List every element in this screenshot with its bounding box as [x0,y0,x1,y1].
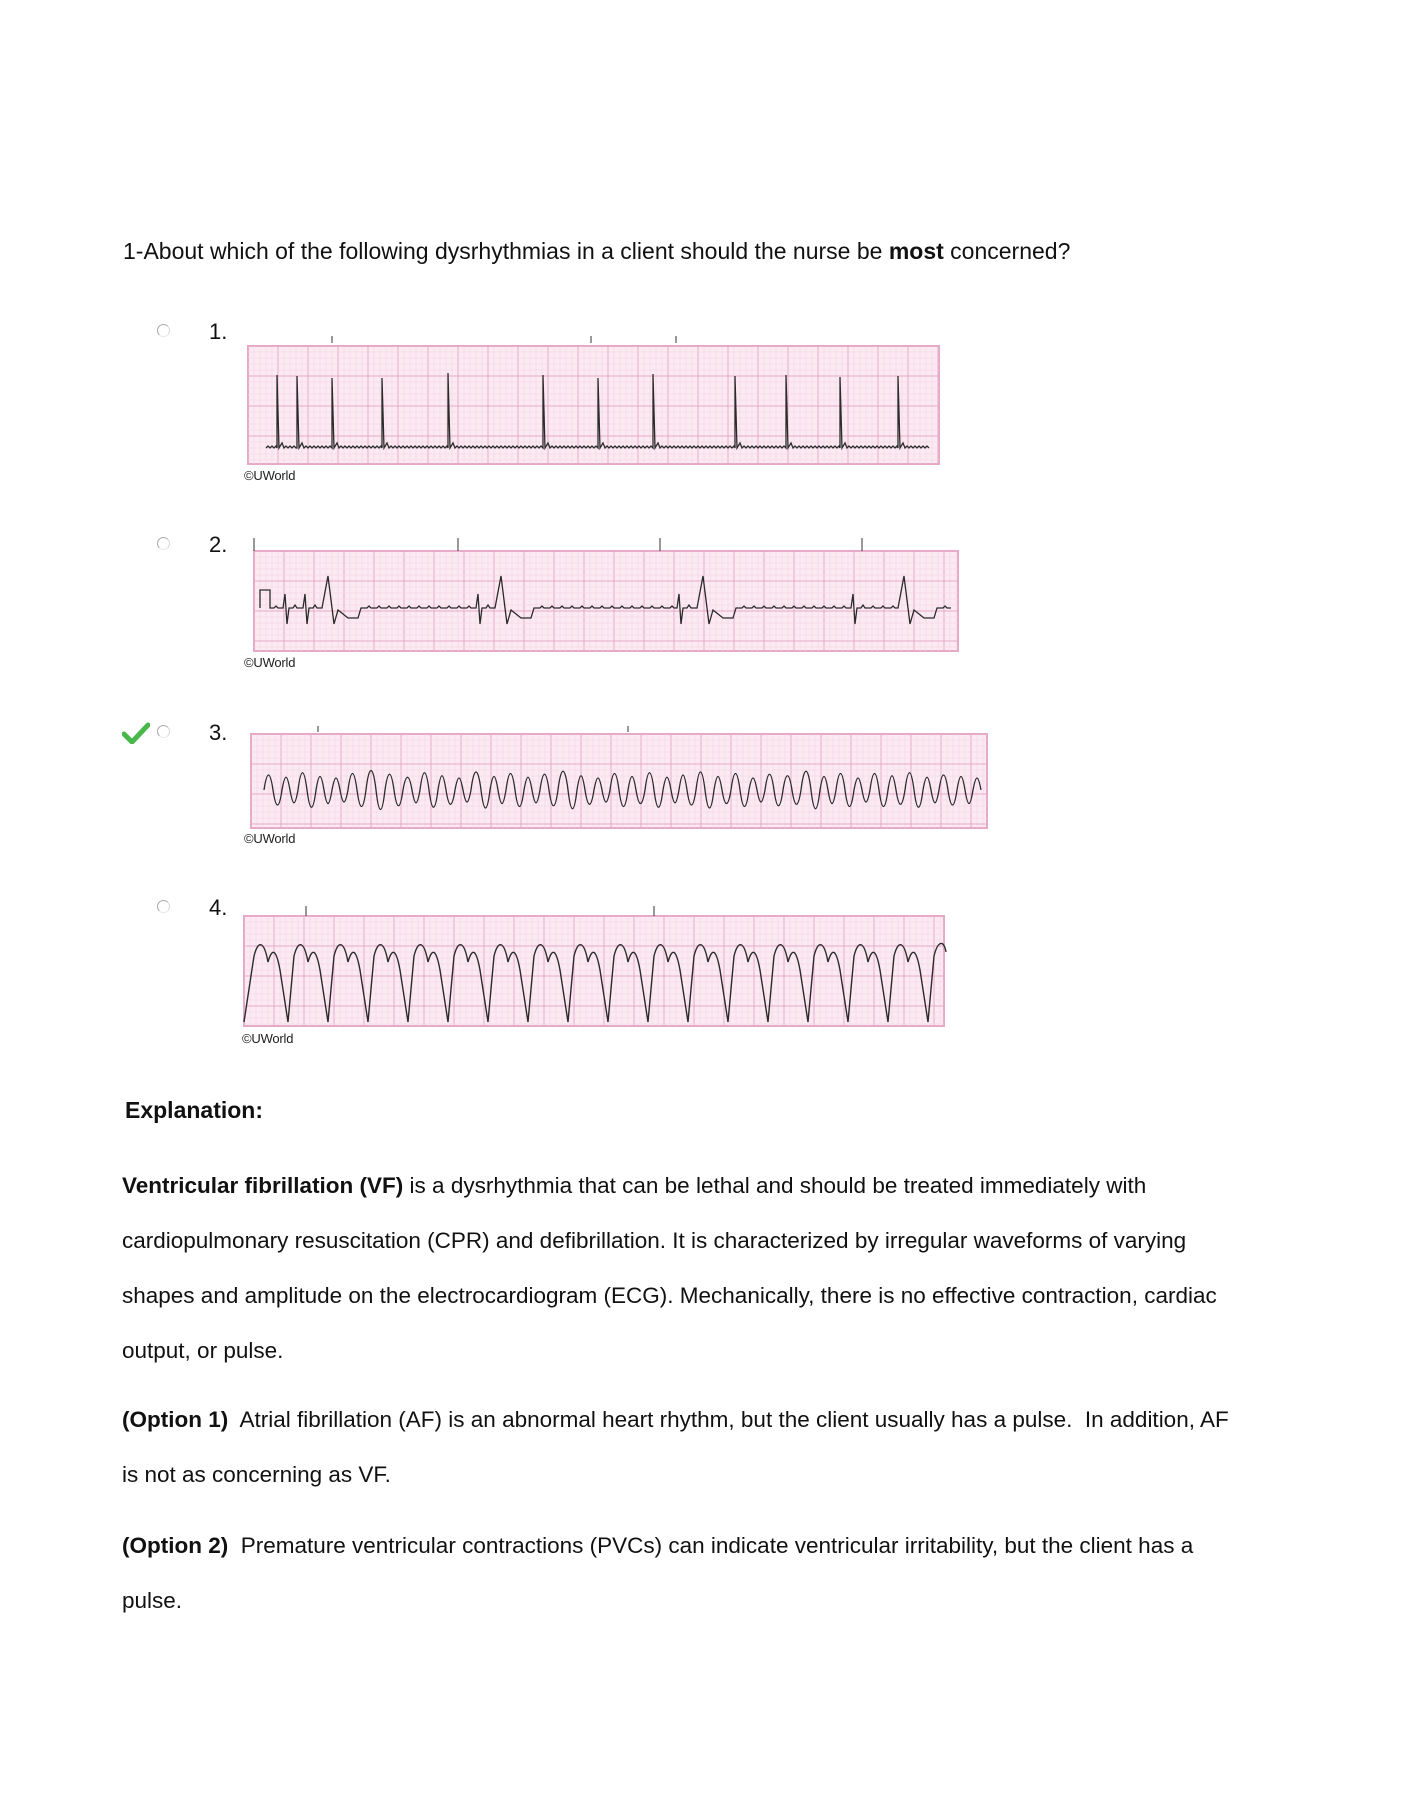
option-number: 1. [209,319,228,344]
copyright-label: ©UWorld [244,831,296,846]
explanation-option2-paragraph: (Option 2) Premature ventricular contractions (PVCs) can indicate ventricular irritability, but the client has a pulse. [122,1533,1200,1613]
question-text: 1-About which of the following dysrhythmias in a client should the nurse be most concerned? [123,238,1071,264]
option2-label: (Option 2) [122,1533,229,1558]
option-number: 3. [209,720,228,745]
radio-icon[interactable] [157,725,170,738]
copyright-label: ©UWorld [244,468,296,483]
checkmark-icon [122,722,150,744]
vf-term: Ventricular fibrillation (VF) [122,1173,404,1198]
option-number: 2. [209,532,228,557]
copyright-label: ©UWorld [244,655,296,670]
option1-label: (Option 1) [122,1407,229,1432]
option-number: 4. [209,895,228,920]
radio-icon[interactable] [157,900,170,913]
explanation-heading: Explanation: [125,1097,264,1123]
ecg-strip-1 [246,330,941,470]
ecg-strip-4 [240,902,950,1032]
explanation-vf-paragraph: Ventricular fibrillation (VF) is a dysrhythmia that can be lethal and should be treated immediately with cardiopulmonary resuscitation (CPR) and defibrillation. It is characterized by irregular waveforms of varying shapes and amplitude on the electrocardiogram (ECG). Mechanically, there is no effective contraction, cardiac output, or pulse. [122,1173,1217,1363]
radio-icon[interactable] [157,537,170,550]
question-emphasis: most [888,238,944,264]
explanation-option1-paragraph: (Option 1) Atrial fibrillation (AF) is an abnormal heart rhythm, but the client usually has a pulse. In addition, AF is not as concerning as VF. [122,1407,1235,1487]
ecg-strip-3 [246,722,990,832]
copyright-label: ©UWorld [242,1031,294,1046]
ecg-strip-2 [248,534,960,654]
radio-icon[interactable] [157,324,170,337]
